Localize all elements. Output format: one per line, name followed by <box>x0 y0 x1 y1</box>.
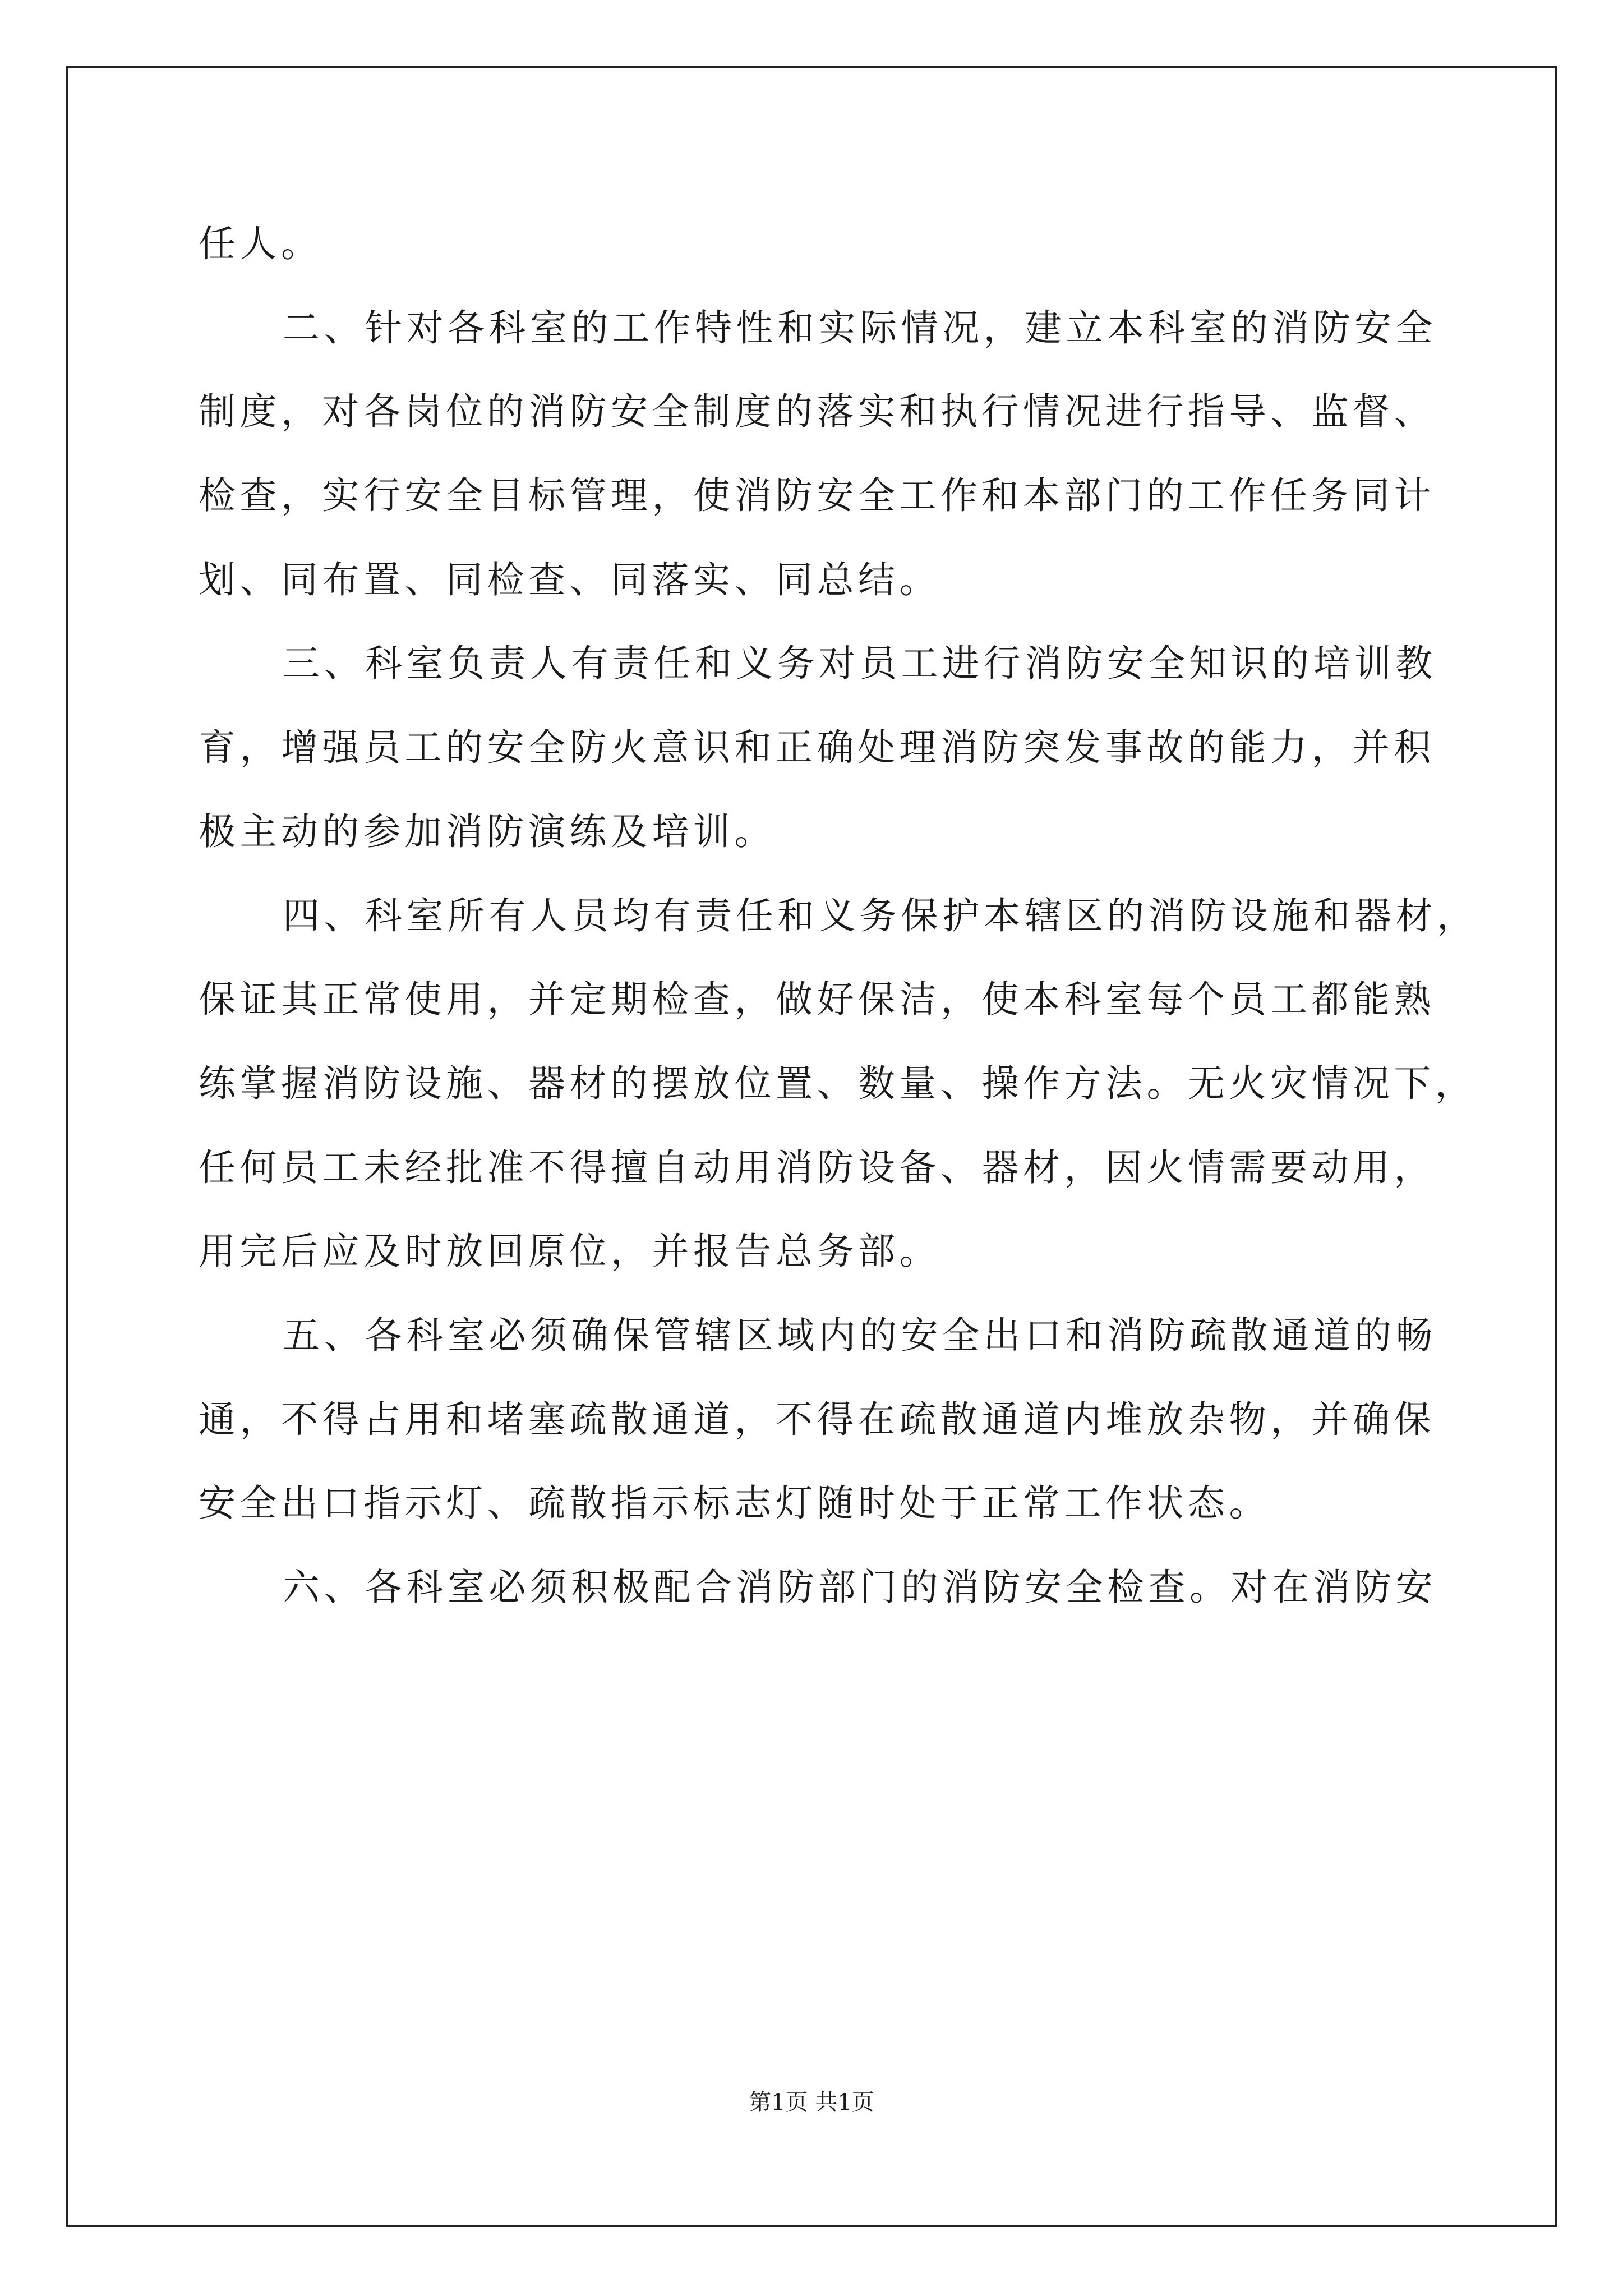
text-line: 六、各科室必须积极配合消防部门的消防安全检查。对在消防安 <box>283 1566 1437 1609</box>
text-line: 制度，对各岗位的消防安全制度的落实和执行情况进行指导、监督、 <box>199 390 1435 434</box>
text-line: 极主动的参加消防演练及培训。 <box>199 809 776 853</box>
text-line: 保证其正常使用，并定期检查，做好保洁，使本科室每个员工都能熟 <box>199 978 1435 1022</box>
document-body <box>199 202 1478 1630</box>
page-footer <box>0 2086 1623 2119</box>
text-line: 安全出口指示灯、疏散指示标志灯随时处于正常工作状态。 <box>199 1481 1270 1525</box>
text-line: 检查，实行安全目标管理，使消防安全工作和本部门的工作任务同计 <box>199 474 1435 518</box>
text-line: 五、各科室必须确保管辖区域内的安全出口和消防疏散通道的畅 <box>283 1313 1437 1357</box>
text-line: 三、科室负责人有责任和义务对员工进行消防安全知识的培训教 <box>283 642 1437 685</box>
text-line: 通，不得占用和堵塞疏散通道，不得在疏散通道内堆放杂物，并确保 <box>199 1397 1435 1441</box>
text-line: 练掌握消防设施、器材的摆放位置、数量、操作方法。无火灾情况下， <box>199 1061 1477 1105</box>
text-line: 育，增强员工的安全防火意识和正确处理消防突发事故的能力，并积 <box>199 726 1435 770</box>
text-line: 用完后应及时放回原位，并报告总务部。 <box>199 1230 940 1273</box>
text-line: 二、针对各科室的工作特性和实际情况，建立本科室的消防安全 <box>283 306 1437 349</box>
text-line: 划、同布置、同检查、同落实、同总结。 <box>199 558 940 601</box>
page-number: 第1页 共1页 <box>749 2090 874 2115</box>
text-line: 任人。 <box>199 222 322 265</box>
text-line: 四、科室所有人员均有责任和义务保护本辖区的消防设施和器材， <box>283 894 1478 937</box>
text-line: 任何员工未经批准不得擅自动用消防设备、器材，因火情需要动用， <box>199 1145 1435 1189</box>
